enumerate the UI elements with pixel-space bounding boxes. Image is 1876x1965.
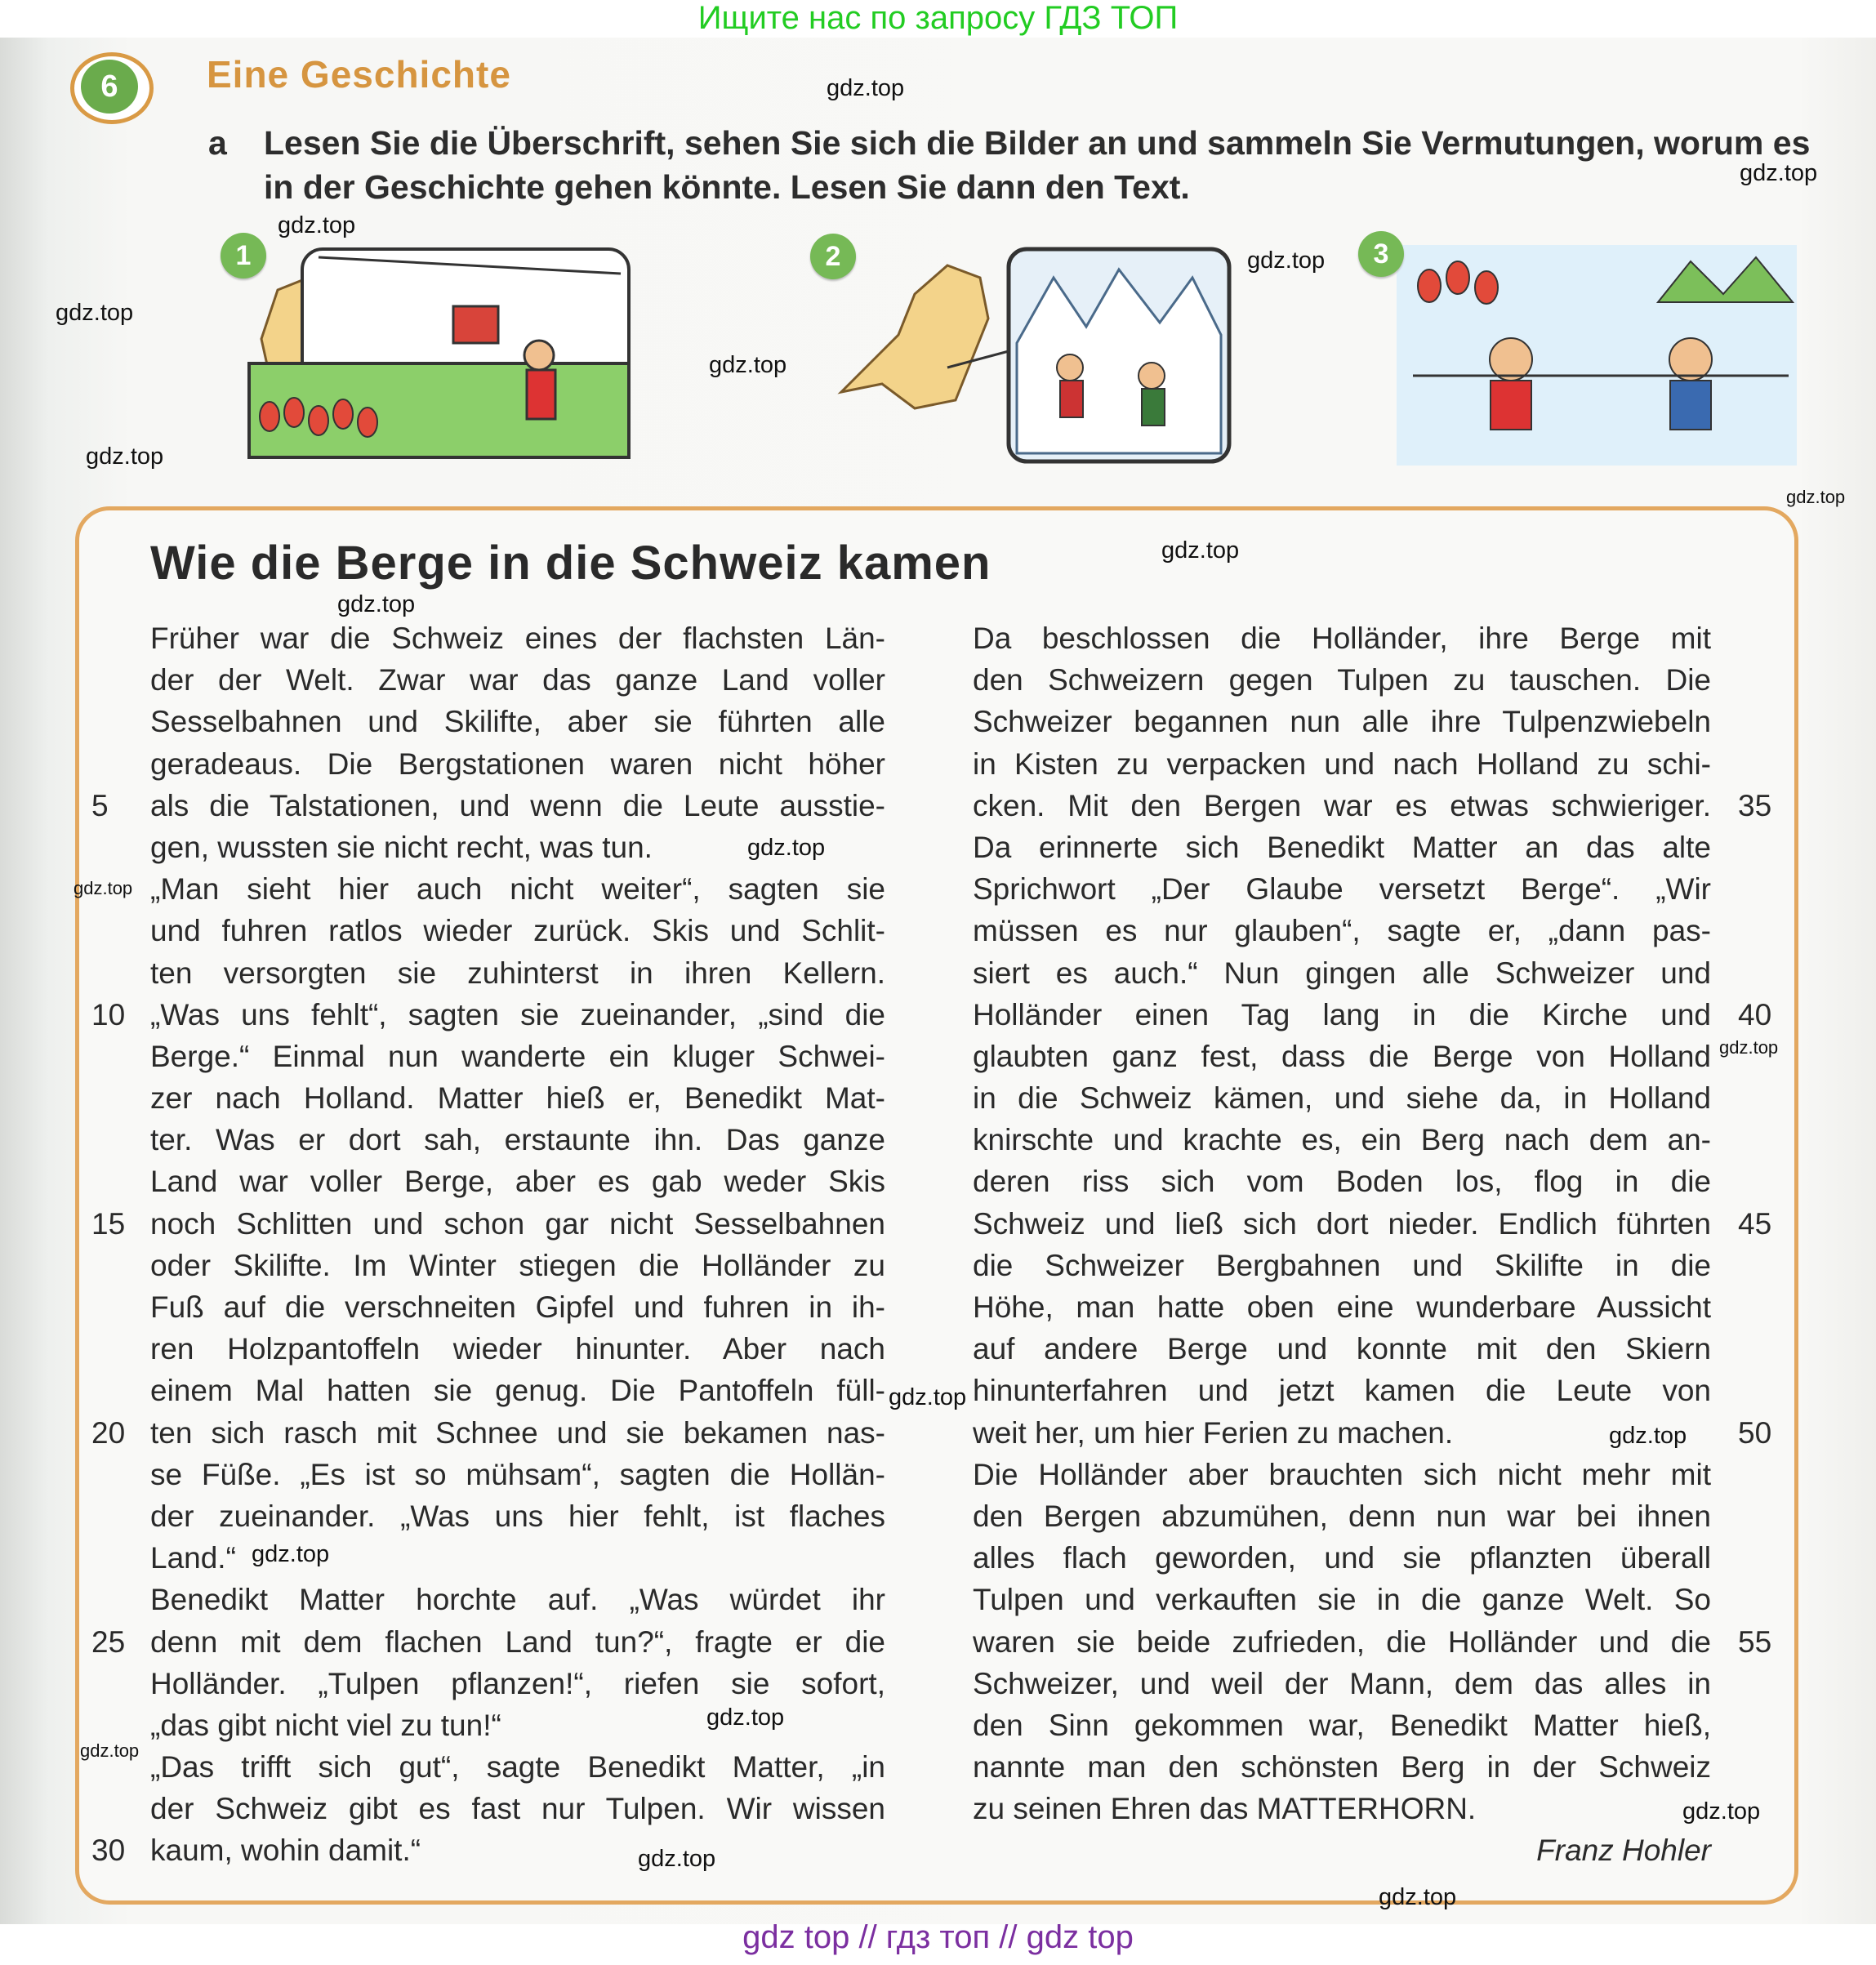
story-line	[150, 910, 885, 951]
story-line-text: Die Holländer aber brauchten sich nicht mehr mit	[973, 1457, 1711, 1491]
story-line-text: alles flach geworden, und sie pflanzten überall	[973, 1541, 1711, 1575]
story-line-text: der Schweiz gibt es fast nur Tulpen. Wir wissen	[150, 1792, 885, 1826]
picture-number-3: 3	[1358, 231, 1404, 277]
story-line	[973, 1328, 1711, 1370]
story-line-text: oder Skilifte. Im Winter stiegen die Holländer zu	[150, 1248, 885, 1282]
task-letter: a	[208, 124, 227, 162]
story-line	[973, 1663, 1711, 1704]
story-line-text: der zueinander. „Was uns hier fehlt, ist flaches	[150, 1499, 885, 1533]
story-line	[150, 701, 885, 742]
footer-watermark: gdz top // гдз топ // gdz top	[742, 1919, 1134, 1955]
line-number: 35	[1738, 788, 1772, 822]
story-line-text: gen, wussten sie nicht recht, was tun.	[150, 830, 653, 864]
story-line	[150, 952, 885, 994]
picture-number-2: 2	[810, 234, 856, 279]
story-line	[973, 1036, 1711, 1077]
author-line	[973, 1829, 1711, 1871]
story-line	[150, 1370, 885, 1411]
watermark: gdz.top	[706, 1704, 785, 1731]
story-line	[973, 1579, 1711, 1620]
story-line-text: ten sich rasch mit Schnee und sie bekamen nas-	[150, 1415, 885, 1450]
story-line-text: Land war voller Berge, aber es gab weder Skis	[150, 1165, 885, 1199]
story-line	[973, 868, 1711, 910]
watermark: gdz.top	[1247, 247, 1326, 274]
story-line-text: weit her, um hier Ferien zu machen.	[973, 1415, 1454, 1450]
story-line-text: und fuhren ratlos wieder zurück. Skis und Schlit-	[150, 914, 885, 948]
story-line-text: noch Schlitten und schon gar nicht Sesselbahnen	[150, 1206, 885, 1241]
story-line	[973, 827, 1711, 868]
story-line	[973, 1245, 1711, 1286]
story-line	[973, 617, 1711, 659]
story-line	[973, 1537, 1711, 1579]
story-line	[91, 1621, 885, 1663]
story-line-text: Früher war die Schweiz eines der flachsten Län-	[150, 622, 885, 655]
unit-number: 6	[81, 60, 138, 114]
watermark: gdz.top	[827, 75, 905, 101]
picture-dutch-map-mountains	[825, 245, 1233, 466]
story-line-text: den Bergen abzumühen, denn nun war bei ihnen	[973, 1499, 1711, 1533]
story-line-text: ten versorgten sie zuhinterst in ihren Kellern.	[150, 956, 885, 990]
story-line-text: Schweiz und ließ sich dort nieder. Endlich führten	[973, 1206, 1711, 1241]
story-title: Wie die Berge in die Schweiz kamen	[150, 537, 991, 590]
story-line	[91, 994, 885, 1036]
story-line-text: als die Talstationen, und wenn die Leute ausstie-	[150, 788, 885, 822]
line-number: 15	[91, 1206, 126, 1241]
watermark: gdz.top	[1740, 160, 1818, 186]
story-line	[150, 617, 885, 659]
story-line	[150, 1245, 885, 1286]
story-author: Franz Hohler	[1536, 1834, 1711, 1868]
story-line	[150, 1579, 885, 1620]
story-line-text: siert es auch.“ Nun gingen alle Schweizer und	[973, 956, 1711, 990]
story-line-text: in Kisten zu verpacken und nach Holland zu schi-	[973, 746, 1711, 781]
watermark: gdz.top	[1719, 1037, 1779, 1058]
story-line-text: kaum, wohin damit.“	[150, 1834, 421, 1868]
story-line	[150, 868, 885, 910]
story-line-text: Benedikt Matter horchte auf. „Was würdet ihr	[150, 1583, 885, 1617]
story-line-text: zu seinen Ehren das MATTERHORN.	[973, 1792, 1477, 1826]
story-line-text: Da erinnerte sich Benedikt Matter an das alte	[973, 830, 1711, 864]
story-line-text: hinunterfahren und jetzt kamen die Leute von	[973, 1374, 1711, 1408]
story-line	[150, 1077, 885, 1119]
watermark: gdz.top	[337, 591, 416, 617]
story-line	[150, 1119, 885, 1161]
story-line-text: müssen es nur glauben“, sagte er, „dann pas-	[973, 914, 1711, 948]
story-line	[973, 1370, 1711, 1411]
story-line	[973, 785, 1772, 827]
story-line	[91, 1412, 885, 1454]
picture-number-1: 1	[221, 233, 266, 278]
story-line	[91, 1203, 885, 1245]
watermark: gdz.top	[747, 835, 826, 861]
unit-number-badge	[70, 52, 154, 124]
story-line-text: „Das trifft sich gut“, sagte Benedikt Matter, „in	[150, 1750, 885, 1785]
story-line	[150, 1286, 885, 1328]
story-line-text: Holländer einen Tag lang in die Kirche und	[973, 997, 1711, 1032]
story-line-text: waren sie beide zufrieden, die Holländer und die	[973, 1624, 1711, 1659]
story-line	[150, 1161, 885, 1202]
story-line	[973, 1788, 1711, 1829]
watermark: gdz.top	[1682, 1798, 1761, 1825]
story-line	[973, 743, 1711, 785]
line-number: 50	[1738, 1415, 1772, 1450]
watermark: gdz.top	[56, 300, 134, 326]
watermark: gdz.top	[1609, 1423, 1687, 1449]
story-line	[150, 1328, 885, 1370]
story-line-text: Sprichwort „Der Glaube versetzt Berge“. „Wir	[973, 872, 1711, 907]
story-line	[973, 1161, 1711, 1202]
watermark: gdz.top	[638, 1846, 716, 1872]
task-text: Lesen Sie die Überschrift, sehen Sie sich die Bilder an und sammeln Sie Vermutungen, worum es in der Geschichte gehen könnte. Lesen Sie dann den Text.	[264, 124, 1811, 206]
story-line	[973, 1203, 1772, 1245]
story-line	[150, 1746, 885, 1788]
story-line-text: geradeaus. Die Bergstationen waren nicht höher	[150, 746, 885, 781]
story-line-text: ren Holzpantoffeln wieder hinunter. Aber nach	[150, 1332, 885, 1366]
story-line	[973, 1621, 1772, 1663]
story-line-text: se Füße. „Es ist so mühsam“, sagten die Hollän-	[150, 1457, 885, 1491]
story-line-text: Land.“	[150, 1541, 236, 1575]
story-line	[973, 910, 1711, 951]
story-line	[150, 1036, 885, 1077]
story-line-text: „Man sieht hier auch nicht weiter“, sagten sie	[150, 872, 885, 907]
story-line-text: denn mit dem flachen Land tun?“, fragte er die	[150, 1624, 885, 1659]
story-line-text: Berge.“ Einmal nun wanderte ein kluger Schwei-	[150, 1039, 885, 1073]
story-line-text: cken. Mit den Bergen war es etwas schwieriger.	[973, 788, 1711, 822]
story-line	[973, 1077, 1711, 1119]
story-line-text: glaubten ganz fest, dass die Berge von Holland	[973, 1039, 1711, 1073]
line-number: 55	[1738, 1624, 1772, 1659]
story-line	[150, 659, 885, 701]
story-line	[973, 1495, 1711, 1537]
story-line	[91, 1829, 885, 1871]
story-line-text: zer nach Holland. Matter hieß er, Benedikt Mat-	[150, 1081, 885, 1116]
story-line-text: Schweizer begannen nun alle ihre Tulpenzwiebeln	[973, 705, 1711, 739]
story-line-text: den Schweizern gegen Tulpen zu tauschen. Die	[973, 663, 1711, 697]
story-line-text: Tulpen und verkauften sie in die ganze Welt. So	[973, 1583, 1711, 1617]
watermark: gdz.top	[278, 212, 356, 238]
watermark: gdz.top	[1161, 537, 1240, 564]
picture-swiss-map-ski-lift	[245, 241, 637, 466]
story-line-text: einem Mal hatten sie genug. Die Pantoffeln füll-	[150, 1374, 885, 1408]
watermark: gdz.top	[1379, 1884, 1457, 1910]
line-number: 10	[91, 997, 126, 1032]
story-line	[91, 785, 885, 827]
story-line-text: „das gibt nicht viel zu tun!“	[150, 1708, 501, 1742]
line-number: 30	[91, 1834, 126, 1868]
story-line-text: Holländer. „Tulpen pflanzen!“, riefen sie sofort,	[150, 1666, 885, 1700]
line-number: 20	[91, 1415, 126, 1450]
search-banner: Ищите нас по запросу ГДЗ ТОП	[697, 0, 1179, 36]
story-line-text: deren riss sich vom Boden los, flog in die	[973, 1165, 1711, 1199]
story-line	[973, 1286, 1711, 1328]
picture-flying-tulips-mountains	[1397, 245, 1797, 466]
watermark: gdz.top	[80, 1740, 140, 1761]
story-line	[973, 1746, 1711, 1788]
watermark: gdz.top	[889, 1384, 967, 1410]
story-line	[150, 1495, 885, 1537]
story-line-text: auf andere Berge und konnte mit den Skiern	[973, 1332, 1711, 1366]
story-line	[973, 659, 1711, 701]
story-line	[973, 1119, 1711, 1161]
story-line-text: Sesselbahnen und Skilifte, aber sie führten alle	[150, 705, 885, 739]
line-number: 25	[91, 1624, 126, 1659]
story-line-text: Höhe, man hatte oben eine wunderbare Aussicht	[973, 1290, 1711, 1324]
story-line-text: Fuß auf die verschneiten Gipfel und fuhren in ih-	[150, 1290, 885, 1324]
line-number: 45	[1738, 1206, 1772, 1241]
watermark: gdz.top	[74, 878, 133, 898]
story-line-text: der der Welt. Zwar war das ganze Land voller	[150, 663, 885, 697]
story-line	[150, 743, 885, 785]
story-line	[150, 1788, 885, 1829]
story-line-text: den Sinn gekommen war, Benedikt Matter hieß,	[973, 1708, 1711, 1742]
story-line-text: knirschte und krachte es, ein Berg nach dem an-	[973, 1123, 1711, 1157]
line-number: 40	[1738, 997, 1772, 1032]
story-line-text: ter. Was er dort sah, erstaunte ihn. Das ganze	[150, 1123, 885, 1157]
story-line-text: Da beschlossen die Holländer, ihre Berge mit	[973, 622, 1711, 655]
story-line-text: die Schweizer Bergbahnen und Skilifte in die	[973, 1248, 1711, 1282]
line-number: 5	[91, 788, 109, 822]
watermark: gdz.top	[252, 1541, 330, 1567]
story-line-text: Schweizer, und weil der Mann, dem das alles in	[973, 1666, 1711, 1700]
watermark: gdz.top	[709, 352, 787, 378]
unit-title: Eine Geschichte	[207, 53, 511, 96]
watermark: gdz.top	[86, 443, 164, 470]
story-line	[150, 1663, 885, 1704]
story-line	[973, 952, 1711, 994]
story-line-text: in die Schweiz kämen, und siehe da, in Holland	[973, 1081, 1711, 1116]
story-line-text: nannte man den schönsten Berg in der Schweiz	[973, 1750, 1711, 1785]
story-line	[973, 1454, 1711, 1495]
story-line	[150, 1454, 885, 1495]
story-line-text: „Was uns fehlt“, sagten sie zueinander, „sind die	[150, 997, 885, 1032]
story-line	[973, 701, 1711, 742]
story-line	[973, 994, 1772, 1036]
story-line	[973, 1704, 1711, 1746]
watermark: gdz.top	[1786, 487, 1846, 507]
story-line	[973, 1412, 1772, 1454]
